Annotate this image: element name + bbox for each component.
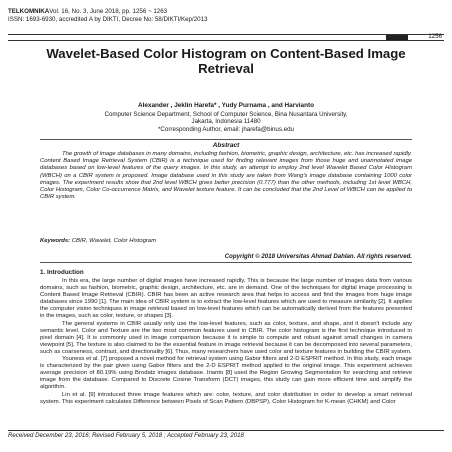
- paragraph: In this era, the large number of digital images have increased rapidly. This is because the large number of images data from various domains, such as fashion, biometric, graphic design, architecture, etc. are in demand. One of the techniques for digital image processing is Content Based Image Retrieval (CBIR). CBIR has been an active research area that helps to access and find the images from huge image databases since 1990 [1]. The main idea of CBIR system is to extract the low-level features which are used to measure similarity [2]. It applies the computer vision techniques in image retrieval based on low-level features which can be automatically derived from the features presented in the images, such as color, texture, or shapes [3].: [40, 278, 412, 320]
- journal-name: TELKOMNIKA: [8, 8, 50, 15]
- header-rule: [8, 34, 444, 41]
- keywords-value: CBIR, Wavelet, Color Histogram: [71, 238, 157, 244]
- keywords-label: Keywords:: [40, 238, 71, 244]
- paragraph: The general systems in CBIR usually only use the low-level features, such as color, texture, and shape, and it doesn't include any semantic level. Color and Texture are the two most common features used in CBIR. The color histogram is the first technique introduced in pixel domain [4]. It is commonly used in image comparison because it is simple to compute and robust against small changes in camera viewpoint [5]. The texture is also claimed to be the essential feature in image retrieval because it can be decomposed into several parameters, such as coarseness, contrast, and directionality [6]. Thus, many researchers have used color and texture features in building the CBIR system.: [40, 320, 412, 355]
- journal-details: Vol. 16, No. 3, June 2018, pp. 1256 ~ 1263: [49, 8, 168, 15]
- section-heading: 1. Introduction: [40, 269, 84, 276]
- page-number: 1256: [428, 33, 442, 40]
- abstract-heading: Abstract: [212, 142, 240, 149]
- abstract-rule-bottom: [40, 262, 412, 263]
- abstract-text: The growth of image databases in many domains, including fashion, biometric, graphic design, architecture, etc. has increased rapidly. Content Based Image Retrieval System (CBIR) is a technique used for finding relevant images from those huge and unannotated image databases based on low-level features of the query images. In this study, an attempt to employ 2nd level Wavelet Based Color Histogram (WBCH) on a CBIR system is proposed. Image database used in this study are taken from Wang's image database containing 1000 color images. The experiment results show that 2nd level WBCH gives better precision (0.777) than the other methods, including 1st level WBCH, Color Histogram, Color Co-occurrence Matrix, and Wavelet texture feature. It can be concluded that the 2nd Level of WBCH can be applied to CBIR system.: [40, 151, 412, 201]
- paper-title: Wavelet-Based Color Histogram on Content-Based Image Retrieval: [46, 46, 406, 76]
- received-dates: Received December 23, 2016; Revised February 5, 2018 ; Accepted February 23, 2018: [8, 432, 244, 439]
- affiliation: [20, 111, 432, 133]
- authors: Alexander , Jeklin Harefa* , Yudy Purnama , and Harvianto: [137, 102, 315, 109]
- affiliation-line: Jakarta, Indonesia 11480: [191, 118, 261, 126]
- journal-header: [8, 8, 207, 23]
- issn-line: ISSN: 1693-6930, accredited A by DIKTI, Decree No: 58/DIKTI/Kep/2013: [8, 15, 208, 23]
- affiliation-line: Computer Science Department, School of Computer Science, Bina Nusantara University,: [104, 111, 348, 118]
- introduction-body: [40, 278, 412, 406]
- paragraph: Youness et al. [7] proposed a novel method for retrieval system using Gabor filters and 2-D ESPRIT method. In this study, each image is characterized by the pair given using Gabor filters and the 2-D ESPRIT method applied to the original image. This experiment achieves average precision of 80.19% using Brodatz images database. Irianto [8] used the Region Growing Segmentation for searching and retrieve image from the database. Compared to Discrete Cosine Transform (DCT) images, this study can gain more efficient time and simplify the algorithm.: [40, 356, 412, 391]
- corresponding-author: *Corresponding Author, email: jharefa@binus.edu: [158, 125, 294, 133]
- abstract-rule-top: [40, 139, 412, 140]
- keywords: [40, 238, 412, 244]
- paragraph: Lin et al. [9] introduced three image features which are: color, texture, and color distribution in order to develop a smart retrieval system. This experiment calculates Difference between Pixels of Scan Pattern (DBPSP), Color Histogram for K-mean (CHKM) and Color: [40, 391, 412, 405]
- footer-rule: [8, 430, 444, 431]
- copyright-notice: Copyright © 2018 Universitas Ahmad Dahlan. All rights reserved.: [224, 253, 412, 260]
